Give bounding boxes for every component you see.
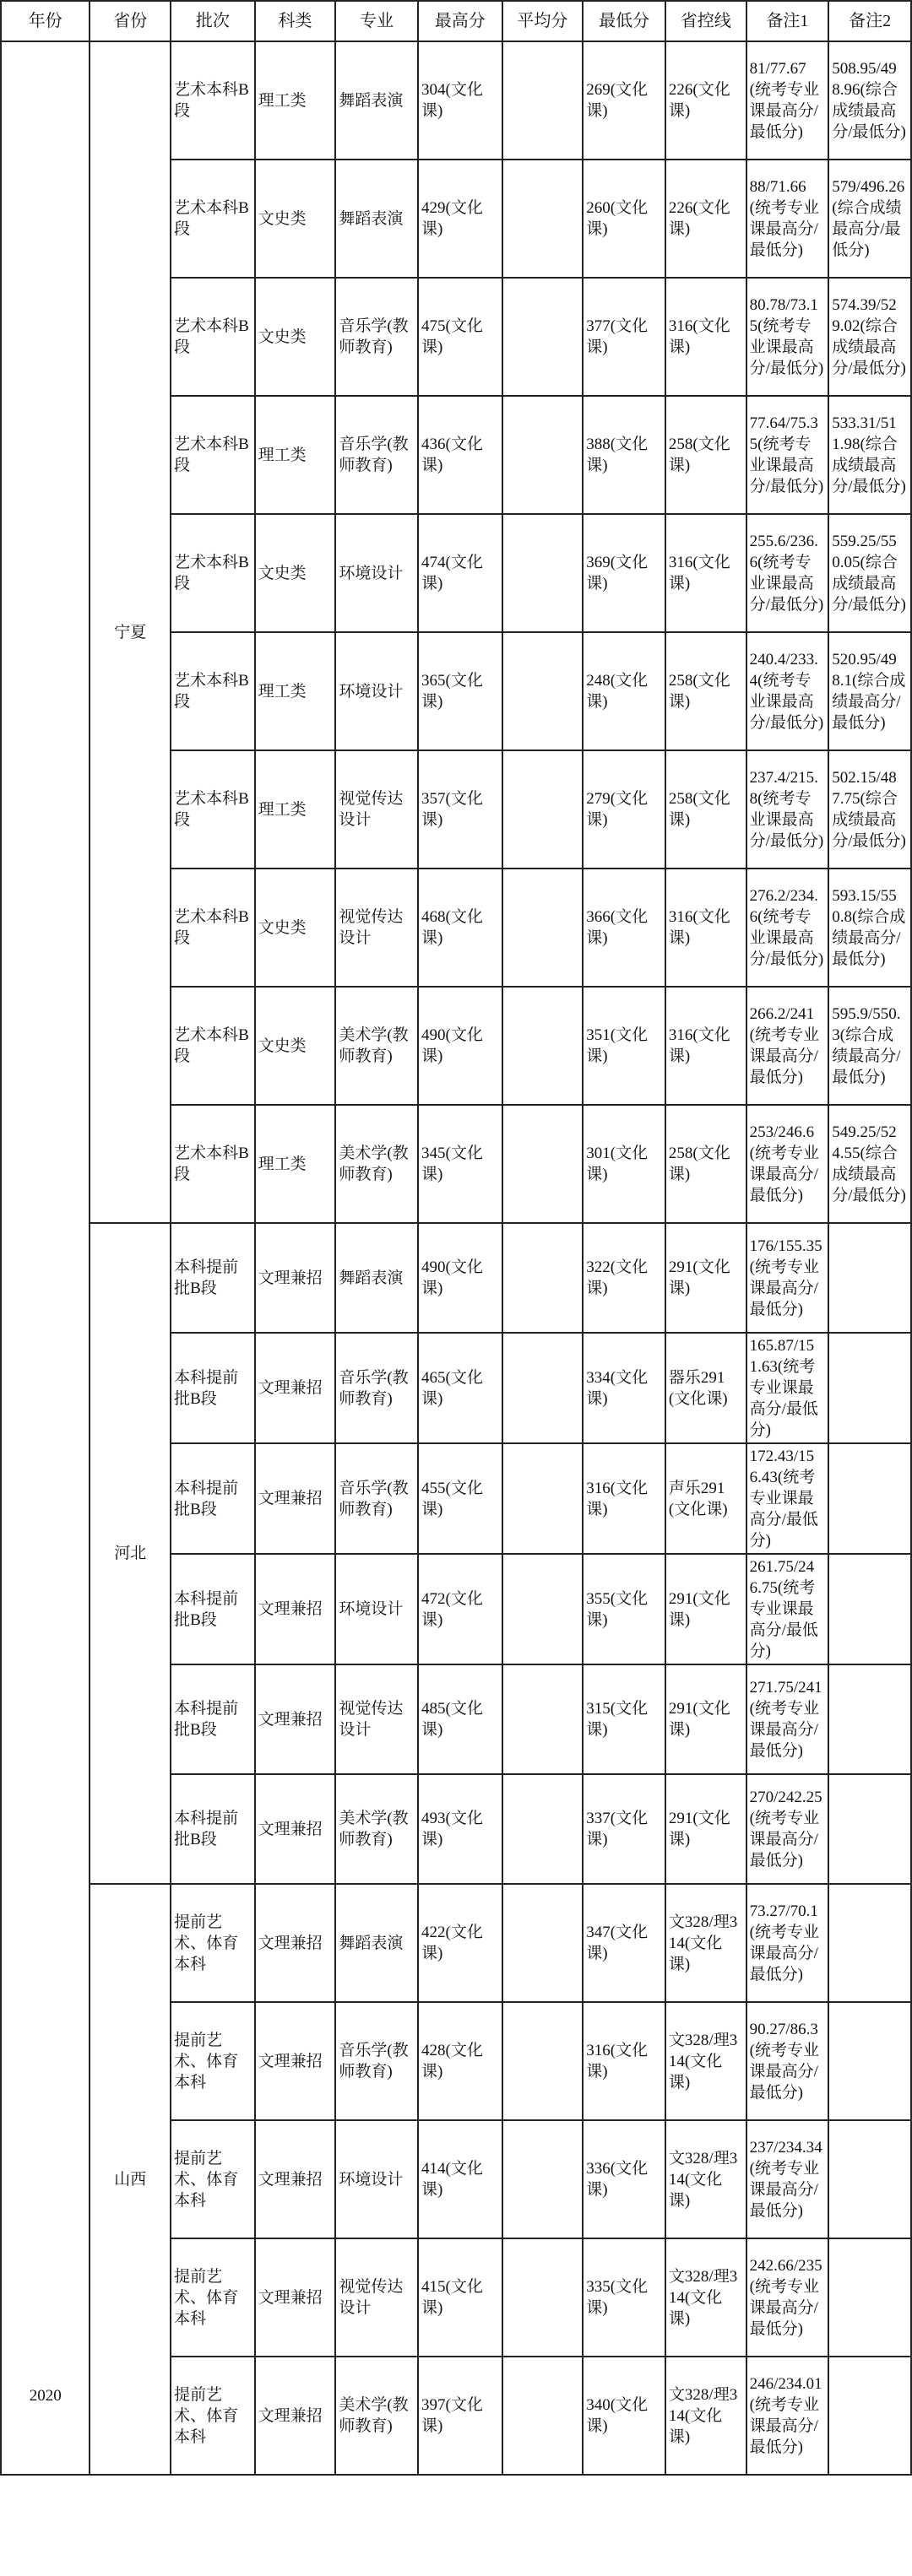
note-1-cell: 242.66/235(统考专业课最高分/最低分) bbox=[746, 2238, 829, 2357]
note-2-cell: 595.9/550.3(综合成绩最高分/最低分) bbox=[828, 987, 911, 1105]
min-score-cell: 269(文化课) bbox=[583, 41, 665, 160]
note-1-cell: 270/242.25(统考专业课最高分/最低分) bbox=[746, 1774, 829, 1884]
control-line-cell: 文328/理314(文化课) bbox=[665, 2357, 746, 2475]
header-note-2: 备注2 bbox=[828, 1, 911, 41]
max-score-cell: 422(文化课) bbox=[418, 1884, 502, 2002]
major-cell: 视觉传达设计 bbox=[335, 869, 418, 987]
batch-cell: 本科提前批B段 bbox=[171, 1223, 255, 1333]
major-cell: 舞蹈表演 bbox=[335, 160, 418, 278]
min-score-cell: 322(文化课) bbox=[583, 1223, 665, 1333]
note-1-cell: 90.27/86.3(统考专业课最高分/最低分) bbox=[746, 2002, 829, 2120]
avg-score-cell bbox=[502, 1443, 584, 1554]
note-1-cell: 80.78/73.15(统考专业课最高分/最低分) bbox=[746, 278, 829, 396]
batch-cell: 提前艺术、体育本科 bbox=[171, 2002, 255, 2120]
header-avg-score: 平均分 bbox=[502, 1, 584, 41]
major-cell: 视觉传达设计 bbox=[335, 2238, 418, 2357]
max-score-cell: 465(文化课) bbox=[418, 1333, 502, 1443]
control-line-cell: 258(文化课) bbox=[665, 1105, 746, 1223]
min-score-cell: 340(文化课) bbox=[583, 2357, 665, 2475]
note-2-cell: 549.25/524.55(综合成绩最高分/最低分) bbox=[828, 1105, 911, 1223]
control-line-cell: 316(文化课) bbox=[665, 869, 746, 987]
min-score-cell: 355(文化课) bbox=[583, 1554, 665, 1664]
note-1-cell: 266.2/241(统考专业课最高分/最低分) bbox=[746, 987, 829, 1105]
major-cell: 环境设计 bbox=[335, 1554, 418, 1664]
note-2-cell bbox=[828, 1774, 911, 1884]
min-score-cell: 334(文化课) bbox=[583, 1333, 665, 1443]
min-score-cell: 337(文化课) bbox=[583, 1774, 665, 1884]
major-cell: 环境设计 bbox=[335, 632, 418, 750]
major-cell: 音乐学(教师教育) bbox=[335, 1333, 418, 1443]
category-cell: 文史类 bbox=[255, 160, 336, 278]
category-cell: 文理兼招 bbox=[255, 2357, 336, 2475]
note-2-cell: 574.39/529.02(综合成绩最高分/最低分) bbox=[828, 278, 911, 396]
min-score-cell: 316(文化课) bbox=[583, 1443, 665, 1554]
control-line-cell: 316(文化课) bbox=[665, 514, 746, 632]
category-cell: 文史类 bbox=[255, 278, 336, 396]
avg-score-cell bbox=[502, 514, 584, 632]
max-score-cell: 304(文化课) bbox=[418, 41, 502, 160]
avg-score-cell bbox=[502, 1223, 584, 1333]
batch-cell: 本科提前批B段 bbox=[171, 1774, 255, 1884]
note-1-cell: 176/155.35(统考专业课最高分/最低分) bbox=[746, 1223, 829, 1333]
note-1-cell: 276.2/234.6(统考专业课最高分/最低分) bbox=[746, 869, 829, 987]
min-score-cell: 366(文化课) bbox=[583, 869, 665, 987]
note-1-cell: 253/246.6(统考专业课最高分/最低分) bbox=[746, 1105, 829, 1223]
note-2-cell: 593.15/550.8(综合成绩最高分/最低分) bbox=[828, 869, 911, 987]
avg-score-cell bbox=[502, 1664, 584, 1774]
control-line-cell: 316(文化课) bbox=[665, 987, 746, 1105]
avg-score-cell bbox=[502, 1884, 584, 2002]
control-line-cell: 291(文化课) bbox=[665, 1554, 746, 1664]
max-score-cell: 455(文化课) bbox=[418, 1443, 502, 1554]
control-line-cell: 器乐291(文化课) bbox=[665, 1333, 746, 1443]
major-cell: 音乐学(教师教育) bbox=[335, 278, 418, 396]
note-1-cell: 237/234.34(统考专业课最高分/最低分) bbox=[746, 2120, 829, 2238]
note-2-cell bbox=[828, 2357, 911, 2475]
note-1-cell: 81/77.67(统考专业课最高分/最低分) bbox=[746, 41, 829, 160]
category-cell: 文理兼招 bbox=[255, 1664, 336, 1774]
min-score-cell: 279(文化课) bbox=[583, 750, 665, 869]
major-cell: 舞蹈表演 bbox=[335, 1223, 418, 1333]
avg-score-cell bbox=[502, 41, 584, 160]
avg-score-cell bbox=[502, 1105, 584, 1223]
year-cell: 2020 bbox=[1, 41, 90, 2475]
max-score-cell: 490(文化课) bbox=[418, 987, 502, 1105]
min-score-cell: 301(文化课) bbox=[583, 1105, 665, 1223]
category-cell: 理工类 bbox=[255, 41, 336, 160]
header-year: 年份 bbox=[1, 1, 90, 41]
batch-cell: 艺术本科B段 bbox=[171, 750, 255, 869]
category-cell: 文理兼招 bbox=[255, 1884, 336, 2002]
header-batch: 批次 bbox=[171, 1, 255, 41]
min-score-cell: 260(文化课) bbox=[583, 160, 665, 278]
min-score-cell: 377(文化课) bbox=[583, 278, 665, 396]
note-2-cell: 502.15/487.75(综合成绩最高分/最低分) bbox=[828, 750, 911, 869]
control-line-cell: 226(文化课) bbox=[665, 41, 746, 160]
max-score-cell: 475(文化课) bbox=[418, 278, 502, 396]
category-cell: 文史类 bbox=[255, 514, 336, 632]
avg-score-cell bbox=[502, 278, 584, 396]
category-cell: 理工类 bbox=[255, 396, 336, 514]
major-cell: 美术学(教师教育) bbox=[335, 2357, 418, 2475]
major-cell: 环境设计 bbox=[335, 2120, 418, 2238]
control-line-cell: 291(文化课) bbox=[665, 1223, 746, 1333]
batch-cell: 本科提前批B段 bbox=[171, 1443, 255, 1554]
batch-cell: 艺术本科B段 bbox=[171, 514, 255, 632]
min-score-cell: 388(文化课) bbox=[583, 396, 665, 514]
batch-cell: 提前艺术、体育本科 bbox=[171, 1884, 255, 2002]
note-2-cell: 559.25/550.05(综合成绩最高分/最低分) bbox=[828, 514, 911, 632]
batch-cell: 艺术本科B段 bbox=[171, 987, 255, 1105]
table-row bbox=[1, 41, 911, 160]
max-score-cell: 397(文化课) bbox=[418, 2357, 502, 2475]
max-score-cell: 428(文化课) bbox=[418, 2002, 502, 2120]
category-cell: 文理兼招 bbox=[255, 1554, 336, 1664]
note-1-cell: 237.4/215.8(统考专业课最高分/最低分) bbox=[746, 750, 829, 869]
header-major: 专业 bbox=[335, 1, 418, 41]
batch-cell: 提前艺术、体育本科 bbox=[171, 2357, 255, 2475]
min-score-cell: 369(文化课) bbox=[583, 514, 665, 632]
avg-score-cell bbox=[502, 1554, 584, 1664]
batch-cell: 艺术本科B段 bbox=[171, 632, 255, 750]
batch-cell: 艺术本科B段 bbox=[171, 1105, 255, 1223]
note-1-cell: 246/234.01(统考专业课最高分/最低分) bbox=[746, 2357, 829, 2475]
header-note-1: 备注1 bbox=[746, 1, 829, 41]
header-max-score: 最高分 bbox=[418, 1, 502, 41]
batch-cell: 艺术本科B段 bbox=[171, 869, 255, 987]
max-score-cell: 474(文化课) bbox=[418, 514, 502, 632]
table-header bbox=[1, 1, 911, 41]
major-cell: 美术学(教师教育) bbox=[335, 1105, 418, 1223]
major-cell: 美术学(教师教育) bbox=[335, 1774, 418, 1884]
province-cell: 山西 bbox=[90, 1884, 171, 2475]
avg-score-cell bbox=[502, 2120, 584, 2238]
max-score-cell: 345(文化课) bbox=[418, 1105, 502, 1223]
table-row bbox=[1, 1223, 911, 1333]
avg-score-cell bbox=[502, 750, 584, 869]
control-line-cell: 258(文化课) bbox=[665, 396, 746, 514]
header-min-score: 最低分 bbox=[583, 1, 665, 41]
category-cell: 文史类 bbox=[255, 987, 336, 1105]
category-cell: 理工类 bbox=[255, 750, 336, 869]
avg-score-cell bbox=[502, 1774, 584, 1884]
max-score-cell: 490(文化课) bbox=[418, 1223, 502, 1333]
batch-cell: 艺术本科B段 bbox=[171, 160, 255, 278]
max-score-cell: 415(文化课) bbox=[418, 2238, 502, 2357]
avg-score-cell bbox=[502, 2238, 584, 2357]
major-cell: 音乐学(教师教育) bbox=[335, 2002, 418, 2120]
max-score-cell: 414(文化课) bbox=[418, 2120, 502, 2238]
avg-score-cell bbox=[502, 1333, 584, 1443]
note-2-cell bbox=[828, 2002, 911, 2120]
note-1-cell: 255.6/236.6(统考专业课最高分/最低分) bbox=[746, 514, 829, 632]
note-2-cell bbox=[828, 1443, 911, 1554]
avg-score-cell bbox=[502, 987, 584, 1105]
avg-score-cell bbox=[502, 2002, 584, 2120]
header-province: 省份 bbox=[90, 1, 171, 41]
batch-cell: 本科提前批B段 bbox=[171, 1664, 255, 1774]
note-2-cell bbox=[828, 1664, 911, 1774]
header-row bbox=[1, 1, 911, 41]
major-cell: 舞蹈表演 bbox=[335, 1884, 418, 2002]
major-cell: 视觉传达设计 bbox=[335, 1664, 418, 1774]
avg-score-cell bbox=[502, 2357, 584, 2475]
note-2-cell bbox=[828, 1884, 911, 2002]
note-2-cell: 520.95/498.1(综合成绩最高分/最低分) bbox=[828, 632, 911, 750]
min-score-cell: 335(文化课) bbox=[583, 2238, 665, 2357]
max-score-cell: 365(文化课) bbox=[418, 632, 502, 750]
batch-cell: 提前艺术、体育本科 bbox=[171, 2238, 255, 2357]
control-line-cell: 文328/理314(文化课) bbox=[665, 2238, 746, 2357]
min-score-cell: 351(文化课) bbox=[583, 987, 665, 1105]
category-cell: 理工类 bbox=[255, 632, 336, 750]
control-line-cell: 291(文化课) bbox=[665, 1664, 746, 1774]
category-cell: 文理兼招 bbox=[255, 1774, 336, 1884]
major-cell: 美术学(教师教育) bbox=[335, 987, 418, 1105]
note-2-cell: 579/496.26(综合成绩最高分/最低分) bbox=[828, 160, 911, 278]
note-2-cell bbox=[828, 2120, 911, 2238]
major-cell: 视觉传达设计 bbox=[335, 750, 418, 869]
min-score-cell: 315(文化课) bbox=[583, 1664, 665, 1774]
max-score-cell: 493(文化课) bbox=[418, 1774, 502, 1884]
control-line-cell: 316(文化课) bbox=[665, 278, 746, 396]
header-control-line: 省控线 bbox=[665, 1, 746, 41]
avg-score-cell bbox=[502, 869, 584, 987]
table-row bbox=[1, 1884, 911, 2002]
max-score-cell: 429(文化课) bbox=[418, 160, 502, 278]
category-cell: 文理兼招 bbox=[255, 2002, 336, 2120]
note-1-cell: 73.27/70.1(统考专业课最高分/最低分) bbox=[746, 1884, 829, 2002]
note-1-cell: 165.87/151.63(统考专业课最高分/最低分) bbox=[746, 1333, 829, 1443]
control-line-cell: 文328/理314(文化课) bbox=[665, 1884, 746, 2002]
control-line-cell: 文328/理314(文化课) bbox=[665, 2120, 746, 2238]
max-score-cell: 485(文化课) bbox=[418, 1664, 502, 1774]
min-score-cell: 248(文化课) bbox=[583, 632, 665, 750]
min-score-cell: 347(文化课) bbox=[583, 1884, 665, 2002]
control-line-cell: 258(文化课) bbox=[665, 750, 746, 869]
batch-cell: 艺术本科B段 bbox=[171, 396, 255, 514]
major-cell: 音乐学(教师教育) bbox=[335, 396, 418, 514]
max-score-cell: 436(文化课) bbox=[418, 396, 502, 514]
max-score-cell: 472(文化课) bbox=[418, 1554, 502, 1664]
category-cell: 文史类 bbox=[255, 869, 336, 987]
batch-cell: 艺术本科B段 bbox=[171, 278, 255, 396]
category-cell: 文理兼招 bbox=[255, 2238, 336, 2357]
control-line-cell: 226(文化课) bbox=[665, 160, 746, 278]
category-cell: 理工类 bbox=[255, 1105, 336, 1223]
province-cell: 河北 bbox=[90, 1223, 171, 1884]
note-1-cell: 172.43/156.43(统考专业课最高分/最低分) bbox=[746, 1443, 829, 1554]
control-line-cell: 258(文化课) bbox=[665, 632, 746, 750]
batch-cell: 提前艺术、体育本科 bbox=[171, 2120, 255, 2238]
note-1-cell: 240.4/233.4(统考专业课最高分/最低分) bbox=[746, 632, 829, 750]
avg-score-cell bbox=[502, 632, 584, 750]
control-line-cell: 文328/理314(文化课) bbox=[665, 2002, 746, 2120]
min-score-cell: 336(文化课) bbox=[583, 2120, 665, 2238]
batch-cell: 本科提前批B段 bbox=[171, 1333, 255, 1443]
note-1-cell: 88/71.66(统考专业课最高分/最低分) bbox=[746, 160, 829, 278]
note-1-cell: 261.75/246.75(统考专业课最高分/最低分) bbox=[746, 1554, 829, 1664]
province-cell: 宁夏 bbox=[90, 41, 171, 1223]
control-line-cell: 声乐291(文化课) bbox=[665, 1443, 746, 1554]
note-2-cell bbox=[828, 2238, 911, 2357]
major-cell: 舞蹈表演 bbox=[335, 41, 418, 160]
note-2-cell bbox=[828, 1554, 911, 1664]
category-cell: 文理兼招 bbox=[255, 1443, 336, 1554]
table-body bbox=[1, 41, 911, 2475]
header-category: 科类 bbox=[255, 1, 336, 41]
avg-score-cell bbox=[502, 396, 584, 514]
max-score-cell: 357(文化课) bbox=[418, 750, 502, 869]
note-1-cell: 271.75/241(统考专业课最高分/最低分) bbox=[746, 1664, 829, 1774]
batch-cell: 本科提前批B段 bbox=[171, 1554, 255, 1664]
note-2-cell bbox=[828, 1223, 911, 1333]
min-score-cell: 316(文化课) bbox=[583, 2002, 665, 2120]
control-line-cell: 291(文化课) bbox=[665, 1774, 746, 1884]
category-cell: 文理兼招 bbox=[255, 2120, 336, 2238]
batch-cell: 艺术本科B段 bbox=[171, 41, 255, 160]
note-2-cell bbox=[828, 1333, 911, 1443]
major-cell: 音乐学(教师教育) bbox=[335, 1443, 418, 1554]
avg-score-cell bbox=[502, 160, 584, 278]
note-2-cell: 533.31/511.98(综合成绩最高分/最低分) bbox=[828, 396, 911, 514]
category-cell: 文理兼招 bbox=[255, 1333, 336, 1443]
note-2-cell: 508.95/498.96(综合成绩最高分/最低分) bbox=[828, 41, 911, 160]
category-cell: 文理兼招 bbox=[255, 1223, 336, 1333]
max-score-cell: 468(文化课) bbox=[418, 869, 502, 987]
major-cell: 环境设计 bbox=[335, 514, 418, 632]
note-1-cell: 77.64/75.35(统考专业课最高分/最低分) bbox=[746, 396, 829, 514]
